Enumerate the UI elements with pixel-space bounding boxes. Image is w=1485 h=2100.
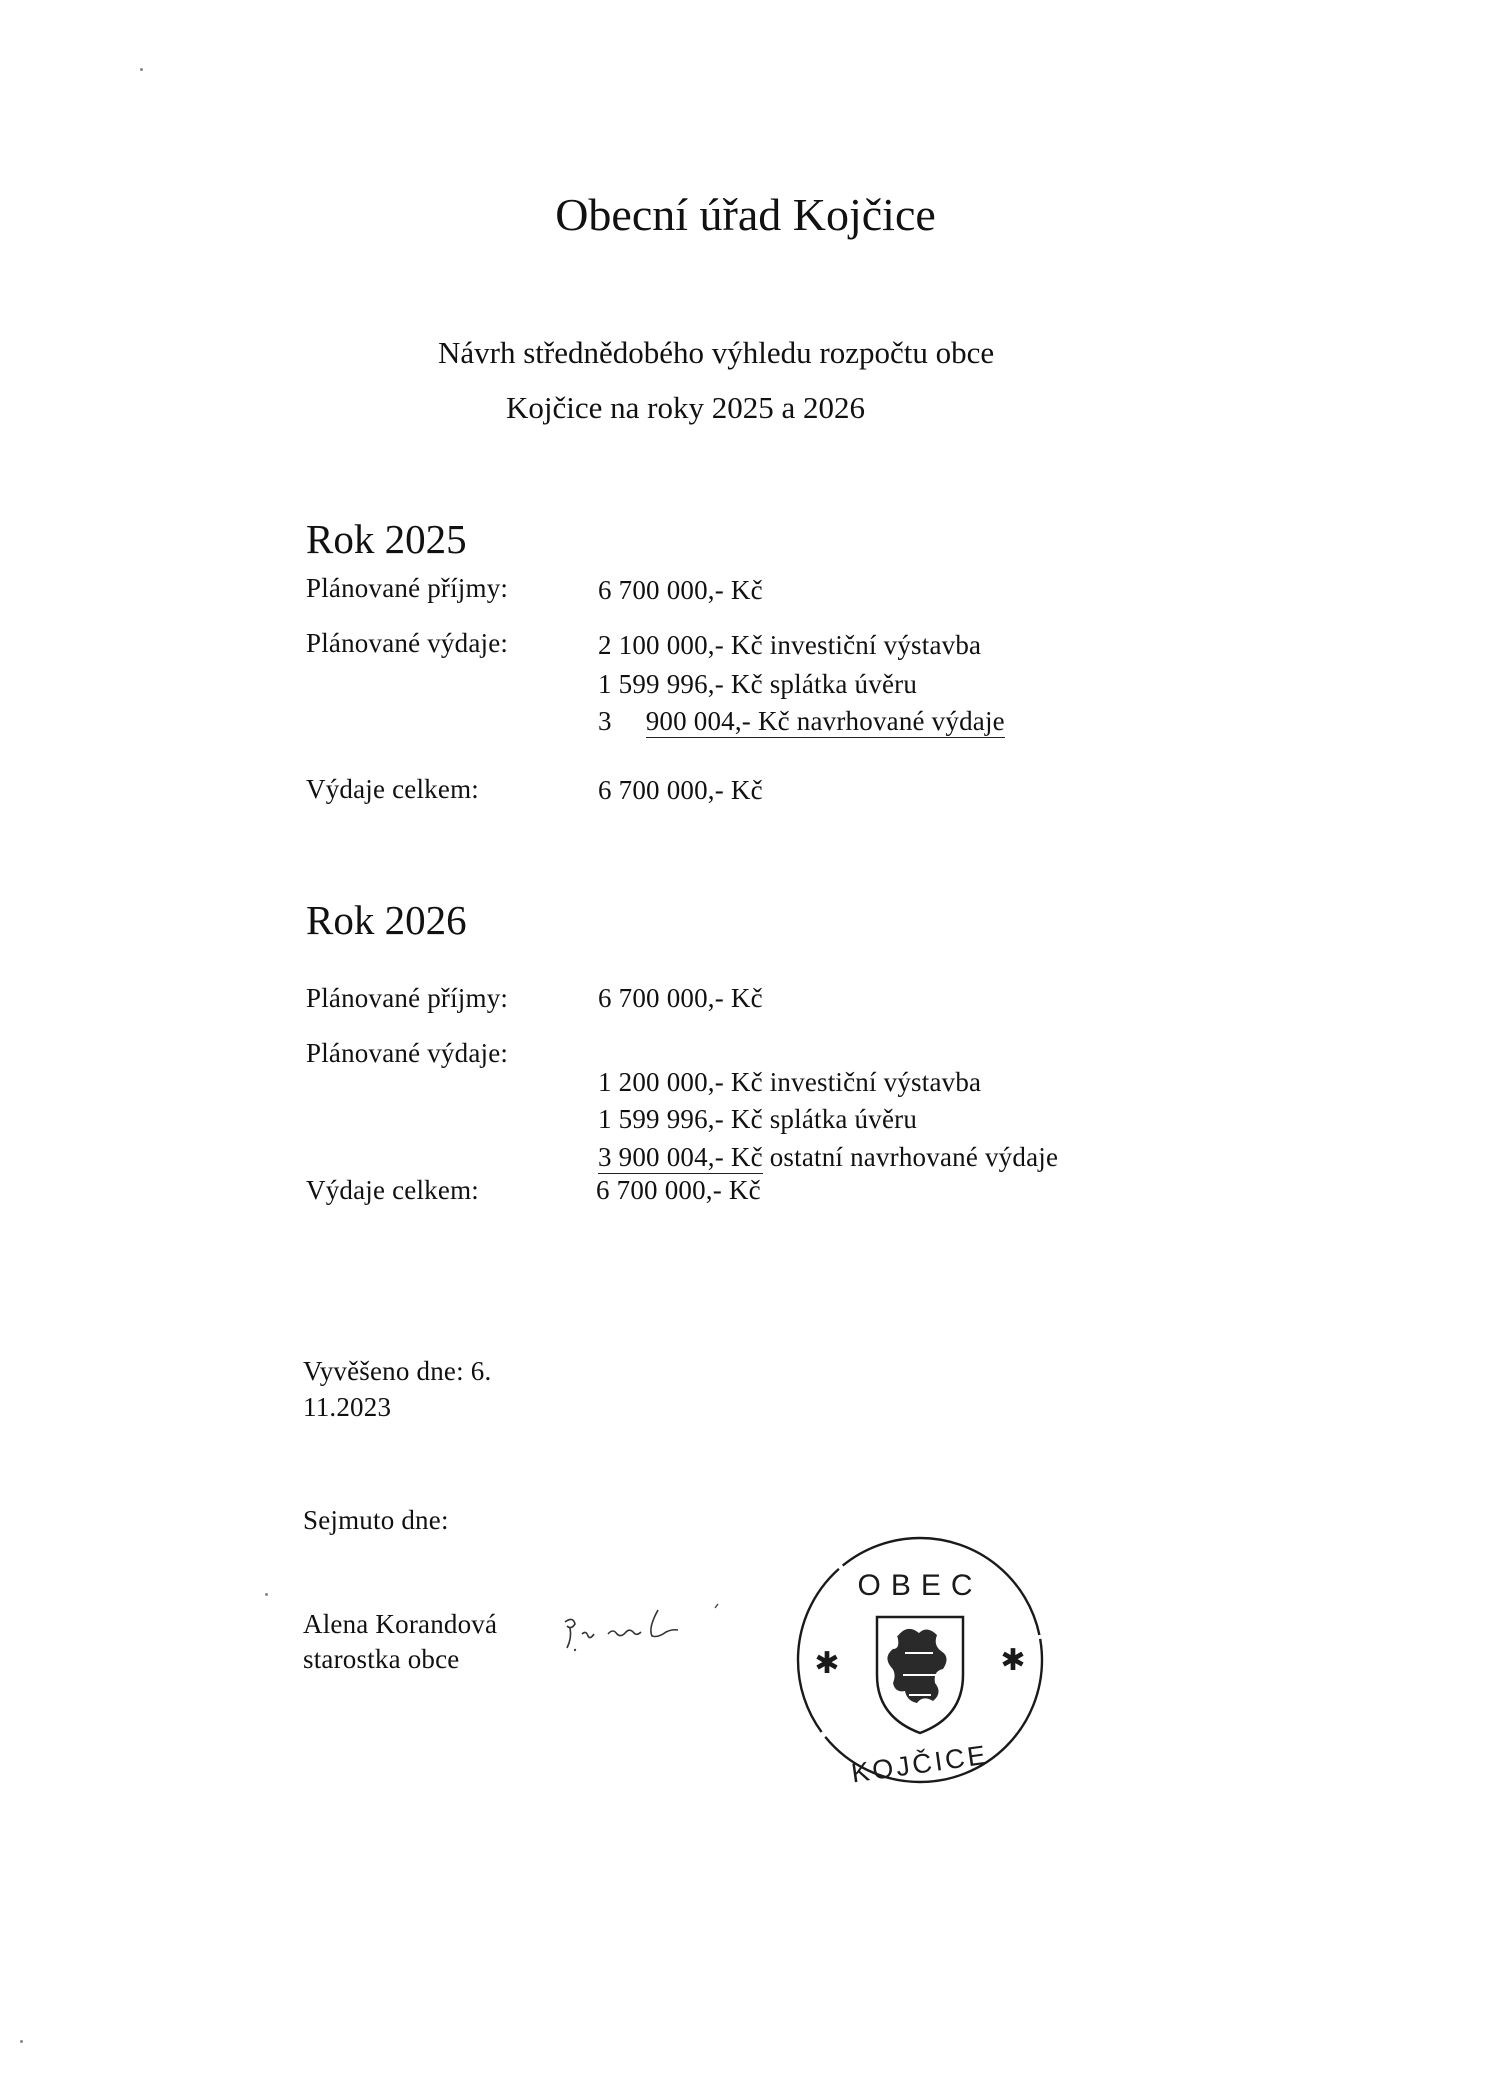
removed-date-label: Sejmuto dne: [303, 1505, 449, 1535]
municipal-stamp [785, 1525, 1055, 1795]
posted-date-line-2: 11.2023 [303, 1392, 392, 1422]
star-left-icon [814, 1646, 839, 1681]
year-2025-expense-label: Plánované výdaje: [306, 628, 509, 658]
subtitle-line-2: Kojčice na roky 2025 a 2026 [506, 390, 865, 425]
signatory-name: Alena Korandová [303, 1609, 498, 1639]
year-2026-expense-line-3 [598, 1142, 1058, 1173]
svg-text:✱: ✱ [814, 1646, 840, 1681]
scan-speck [265, 1593, 268, 1596]
office-title: Obecní úřad Kojčice [555, 189, 936, 240]
year-2026-heading: Rok 2026 [306, 897, 467, 943]
year-2026-expense-line-3-amount: 3 900 004,- Kč [598, 1142, 763, 1172]
year-2026-expense-line-3-rest: ostatní navrhované výdaje [762, 1142, 1059, 1172]
year-2026-income-label: Plánované příjmy: [306, 983, 509, 1013]
year-2025-income-value: 6 700 000,- Kč [598, 575, 763, 605]
year-2025-heading: Rok 2025 [306, 516, 467, 562]
subtitle-line-1: Návrh střednědobého výhledu rozpočtu obce [438, 335, 995, 370]
year-2026-income-value: 6 700 000,- Kč [598, 983, 763, 1013]
signatory-role: starostka obce [303, 1644, 460, 1674]
year-2025-expense-line-1: 2 100 000,- Kč investiční výstavba [598, 630, 982, 660]
posted-date-line-1: Vyvěšeno dne: 6. [303, 1356, 492, 1386]
stamp-top-text: OBEC [857, 1569, 983, 1602]
scan-speck [140, 68, 143, 71]
year-2026-expense-label: Plánované výdaje: [306, 1038, 509, 1068]
year-2025-income-label: Plánované příjmy: [306, 573, 509, 603]
year-2026-total-value: 6 700 000,- Kč [596, 1175, 761, 1205]
year-2026-total-label: Výdaje celkem: [306, 1175, 479, 1205]
year-2026-expense-line-2: 1 599 996,- Kč splátka úvěru [598, 1104, 918, 1134]
year-2025-total-value: 6 700 000,- Kč [598, 775, 763, 805]
year-2025-expense-line-3-amount: 900 004,- Kč navrhované výdaje [645, 706, 1005, 736]
year-2025-total-label: Výdaje celkem: [306, 774, 479, 804]
year-2025-expense-line-3 [598, 706, 1005, 737]
scan-speck [20, 2040, 23, 2043]
star-right-icon [1000, 1643, 1025, 1678]
lion-shield-icon [877, 1617, 963, 1733]
svg-text:✱: ✱ [1000, 1643, 1026, 1678]
stamp-bottom-text: KOJČICE [849, 1739, 991, 1789]
year-2025-expense-line-3-prefix: 3 [598, 706, 612, 736]
year-2026-expense-line-1: 1 200 000,- Kč investiční výstavba [598, 1067, 982, 1097]
year-2025-expense-line-2: 1 599 996,- Kč splátka úvěru [598, 669, 918, 699]
handwritten-signature [560, 1600, 760, 1670]
